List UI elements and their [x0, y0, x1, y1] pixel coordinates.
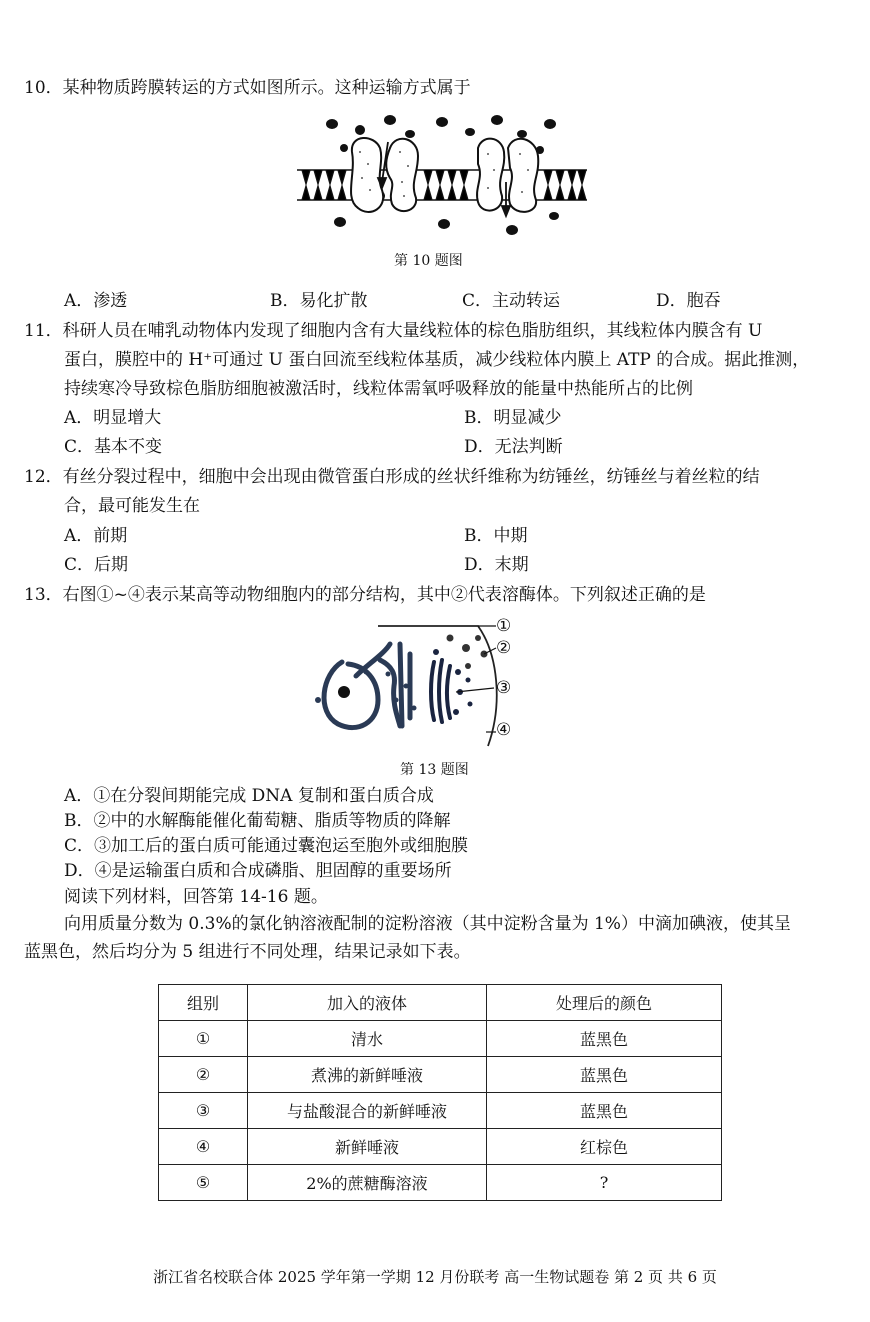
table-cell: ④	[159, 1129, 248, 1165]
table-header-group: 组别	[159, 985, 248, 1021]
q12-option-d: D．末期	[464, 555, 529, 575]
q13-option-a: A．①在分裂间期能完成 DNA 复制和蛋白质合成	[64, 786, 434, 806]
q10-option-c: C．主动转运	[462, 291, 561, 311]
table-row	[159, 1093, 722, 1129]
table-row	[159, 1057, 722, 1093]
table-cell: ③	[159, 1093, 248, 1129]
table-cell: 红棕色	[487, 1129, 722, 1165]
q13-stem: 13．右图①~④表示某高等动物细胞内的部分结构，其中②代表溶酶体。下列叙述正确的是	[24, 585, 706, 605]
q11-line-2: 蛋白，膜腔中的 H⁺可通过 U 蛋白回流至线粒体基质，减少线粒体内膜上 ATP 的合成。据此推测，	[64, 350, 810, 370]
table-row	[159, 1165, 722, 1201]
q13-figure-caption: 第 13 题图	[400, 762, 469, 778]
q13-option-c: C．③加工后的蛋白质可能通过囊泡运至胞外或细胞膜	[64, 836, 469, 856]
table-cell: 蓝黑色	[487, 1093, 722, 1129]
table-cell: 清水	[248, 1021, 487, 1057]
table-row	[159, 1021, 722, 1057]
membrane-transport-figure	[292, 112, 592, 237]
q13-option-d: D．④是运输蛋白质和合成磷脂、胆固醇的重要场所	[64, 861, 452, 881]
table-header-liquid: 加入的液体	[248, 985, 487, 1021]
q11-line-1: 11．科研人员在哺乳动物体内发现了细胞内含有大量线粒体的棕色脂肪组织，其线粒体内膜含有 U	[24, 321, 763, 341]
table-row	[159, 1129, 722, 1165]
table-cell: ⑤	[159, 1165, 248, 1201]
q11-option-b: B．明显减少	[464, 408, 562, 428]
q11-line-3: 持续寒冷导致棕色脂肪细胞被激活时，线粒体需氧呼吸释放的能量中热能所占的比例	[64, 379, 693, 399]
table-cell: 与盐酸混合的新鲜唾液	[248, 1093, 487, 1129]
table-header-color: 处理后的颜色	[487, 985, 722, 1021]
q13-figure-label-3: ③	[496, 678, 512, 698]
q10-option-a: A．渗透	[64, 291, 128, 311]
table-cell: 煮沸的新鲜唾液	[248, 1057, 487, 1093]
page-footer: 浙江省名校联合体 2025 学年第一学期 12 月份联考 高一生物试题卷 第 2 页 共 6 页	[153, 1268, 717, 1286]
q10-stem: 10．某种物质跨膜转运的方式如图所示。这种运输方式属于	[24, 78, 471, 98]
table-header-row	[159, 985, 722, 1021]
q11-option-d: D．无法判断	[464, 437, 563, 457]
table-cell: ①	[159, 1021, 248, 1057]
q12-option-c: C．后期	[64, 555, 129, 575]
table-cell: 蓝黑色	[487, 1021, 722, 1057]
q12-option-a: A．前期	[64, 526, 128, 546]
q13-figure-label-2: ②	[496, 638, 512, 658]
material-para-line-1: 向用质量分数为 0.3%的氯化钠溶液配制的淀粉溶液（其中淀粉含量为 1%）中滴加碘液，使其呈	[64, 914, 791, 934]
table-cell: 蓝黑色	[487, 1057, 722, 1093]
q12-line-1: 12．有丝分裂过程中，细胞中会出现由微管蛋白形成的丝状纤维称为纺锤丝，纺锤丝与着丝粒的结	[24, 467, 760, 487]
material-intro: 阅读下列材料，回答第 14-16 题。	[64, 887, 328, 907]
q10-option-d: D．胞吞	[656, 291, 721, 311]
q10-figure-caption: 第 10 题图	[394, 253, 463, 269]
q11-option-a: A．明显增大	[64, 408, 162, 428]
results-table	[158, 984, 722, 1201]
table-cell: ②	[159, 1057, 248, 1093]
q13-option-b: B．②中的水解酶能催化葡萄糖、脂质等物质的降解	[64, 811, 451, 831]
q10-option-b: B．易化扩散	[270, 291, 368, 311]
q12-option-b: B．中期	[464, 526, 528, 546]
table-cell: ?	[487, 1165, 722, 1201]
material-para-line-2: 蓝黑色，然后均分为 5 组进行不同处理，结果记录如下表。	[24, 942, 471, 962]
q12-line-2: 合，最可能发生在	[64, 496, 200, 516]
table-cell: 新鲜唾液	[248, 1129, 487, 1165]
q13-figure-label-1: ①	[496, 616, 512, 636]
table-cell: 2%的蔗糖酶溶液	[248, 1165, 487, 1201]
q11-option-c: C．基本不变	[64, 437, 163, 457]
q13-figure-label-4: ④	[496, 720, 512, 740]
